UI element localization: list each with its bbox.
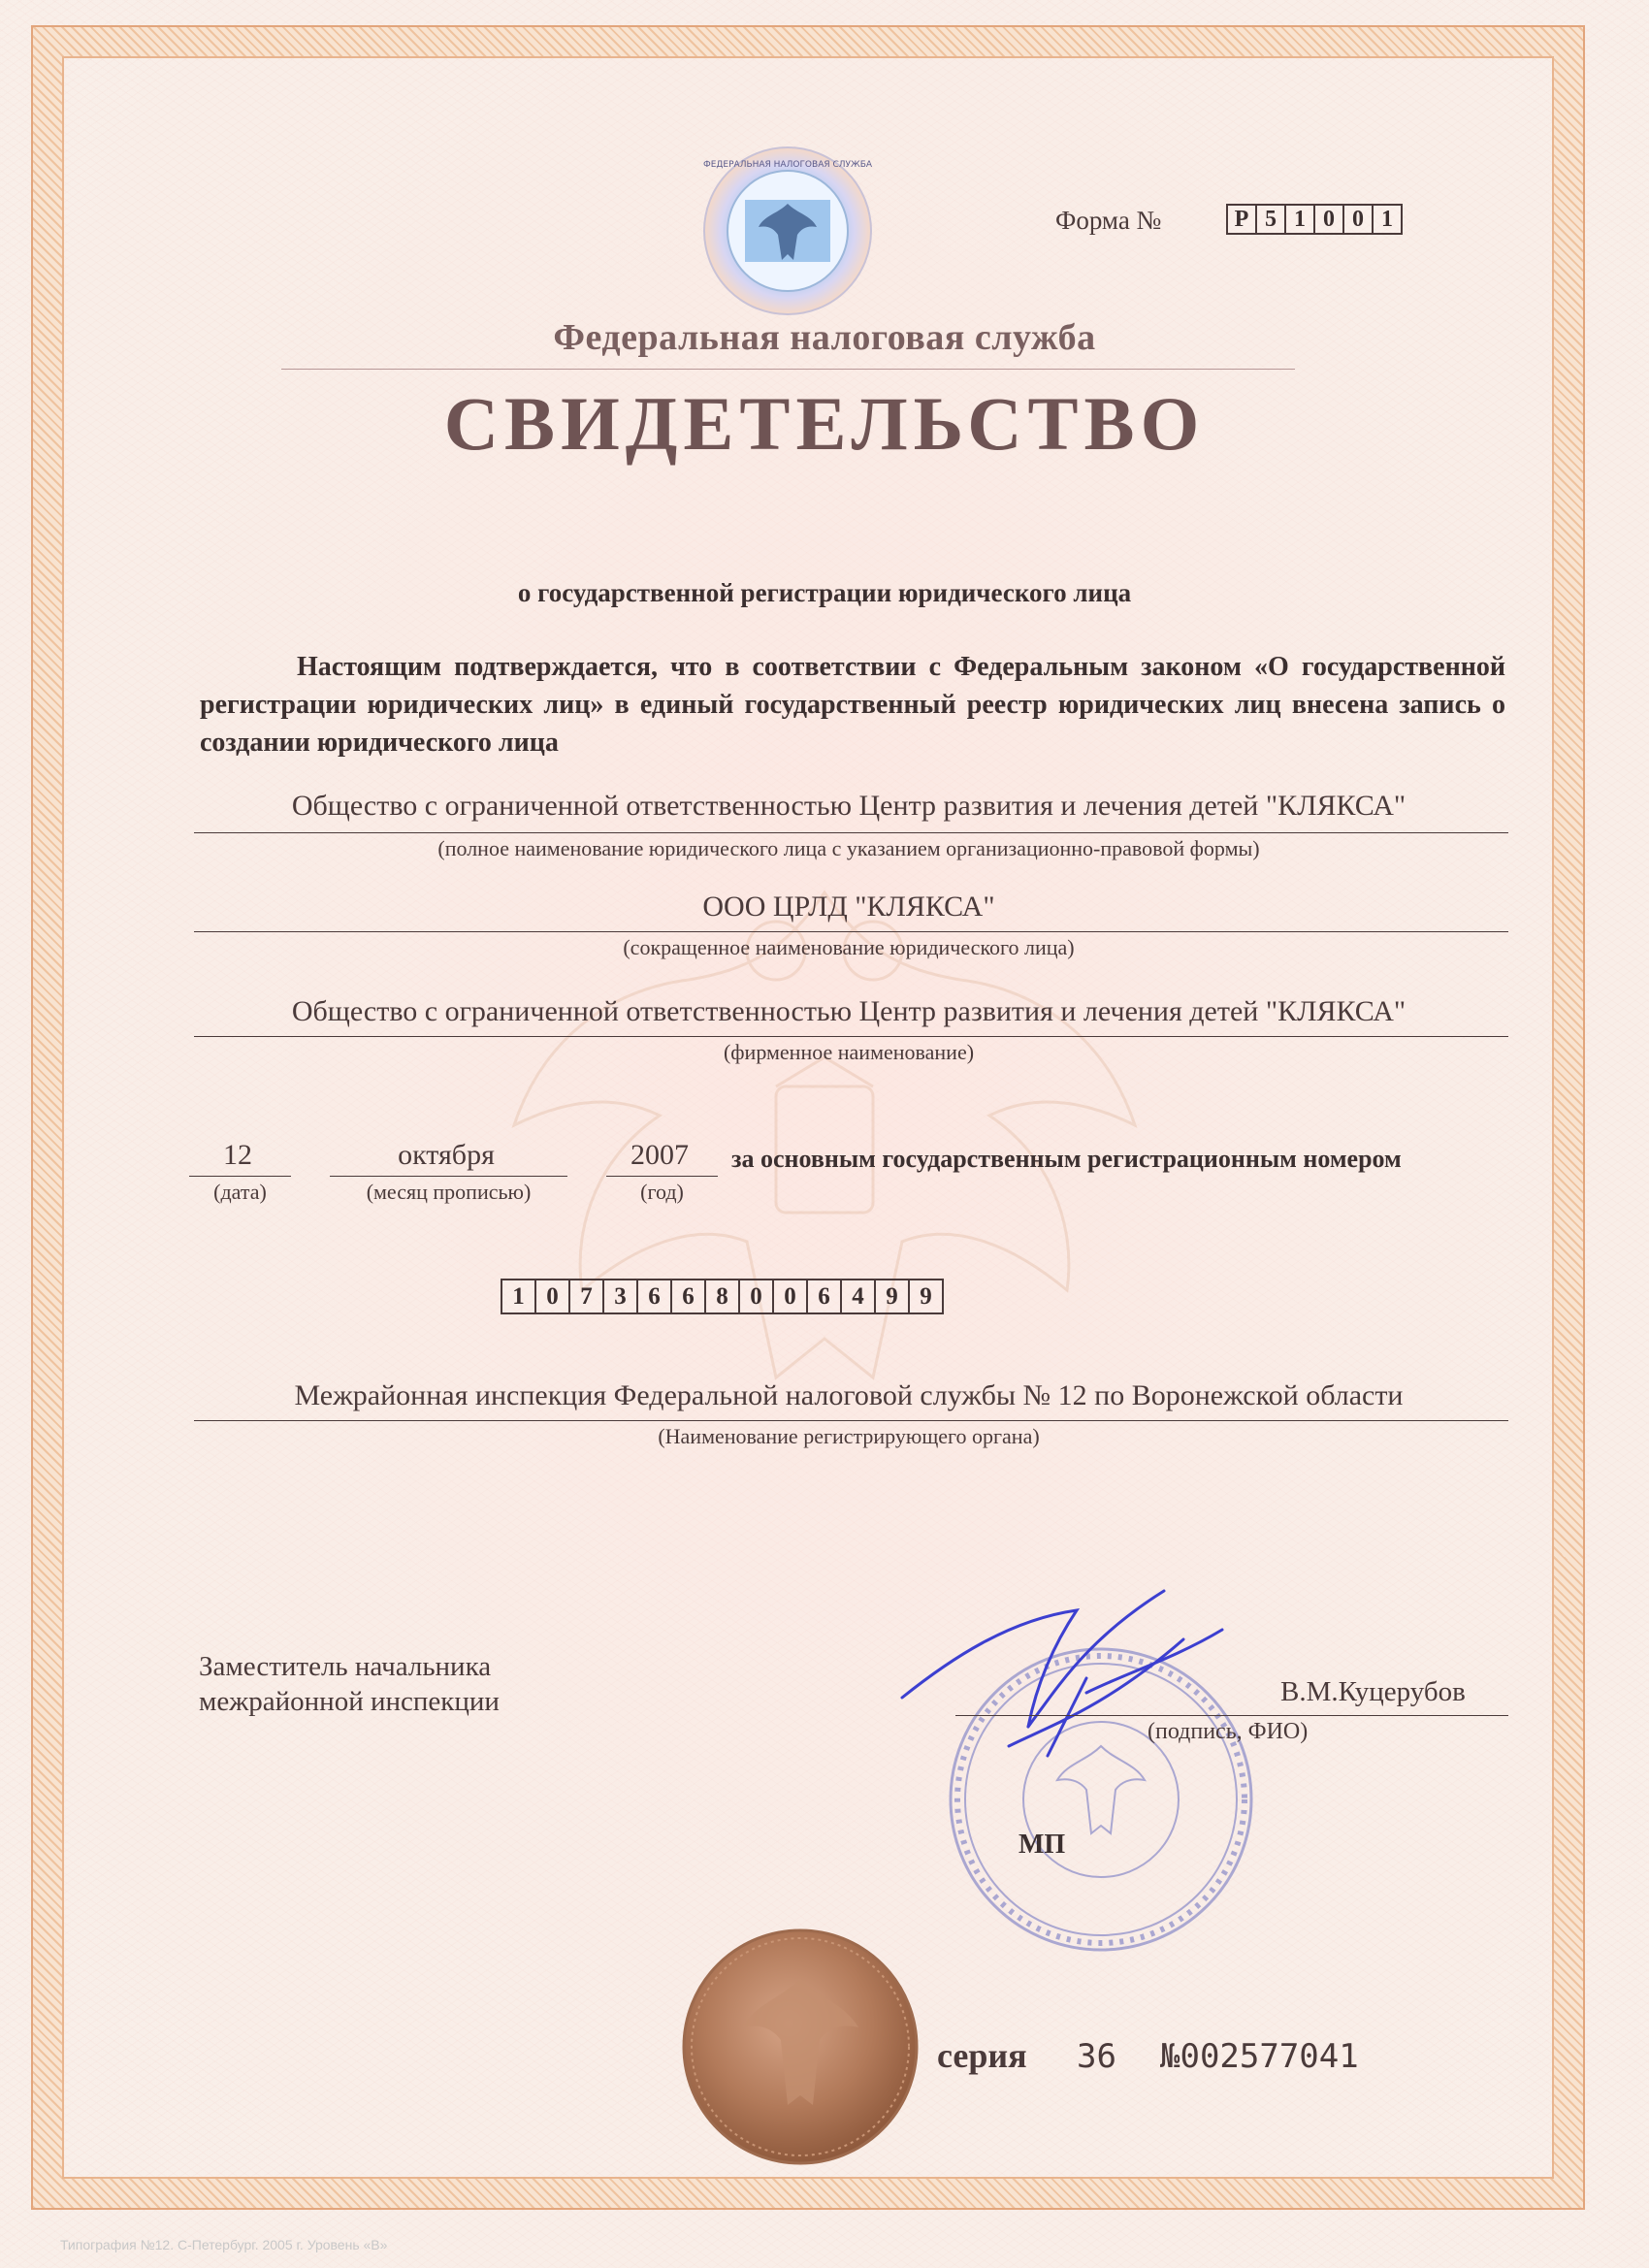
ogrn-digit-cell: 6 xyxy=(670,1279,706,1314)
hologram-ring-text: ФЕДЕРАЛЬНАЯ НАЛОГОВАЯ СЛУЖБА xyxy=(702,160,873,170)
date-day-caption: (дата) xyxy=(213,1180,267,1204)
full-name-value: Общество с ограниченной ответственностью Центр развития и лечения детей "КЛЯКСА" xyxy=(291,790,1406,822)
date-month-caption: (месяц прописью) xyxy=(366,1180,532,1204)
short-name-line xyxy=(194,931,1508,932)
ogrn-boxes xyxy=(502,1279,944,1314)
form-code-cell: 0 xyxy=(1313,204,1344,235)
confirmation-paragraph xyxy=(200,648,1505,761)
signer-role-line2: межрайонной инспекции xyxy=(199,1686,500,1717)
serial-number: №002577041 xyxy=(1160,2037,1359,2076)
date-month: октября xyxy=(398,1139,495,1171)
printer-imprint: Типография №12. С-Петербург. 2005 г. Уровень «В» xyxy=(60,2237,388,2252)
hologram-emblem-icon xyxy=(700,144,875,318)
brand-name-caption: (фирменное наименование) xyxy=(723,1040,975,1064)
ogrn-digit-cell: 0 xyxy=(534,1279,570,1314)
ogrn-digit-cell: 8 xyxy=(704,1279,740,1314)
short-name-caption: (сокращенное наименование юридического лица) xyxy=(623,935,1075,959)
ogrn-digit-cell: 1 xyxy=(501,1279,536,1314)
ogrn-digit-cell: 6 xyxy=(636,1279,672,1314)
brand-name-line xyxy=(194,1036,1508,1037)
form-code-cell: Р xyxy=(1226,204,1257,235)
date-year-caption: (год) xyxy=(640,1180,684,1204)
full-name-caption: (полное наименование юридического лица с указанием организационно-правовой формы) xyxy=(437,836,1260,860)
signature-line xyxy=(955,1715,1508,1716)
authority-line xyxy=(194,1420,1508,1421)
date-day: 12 xyxy=(223,1139,252,1171)
form-code-cell: 0 xyxy=(1342,204,1374,235)
ogrn-digit-cell: 0 xyxy=(738,1279,774,1314)
ogrn-digit-cell: 4 xyxy=(840,1279,876,1314)
date-day-line xyxy=(189,1176,291,1177)
document-title: СВИДЕТЕЛЬСТВО xyxy=(443,381,1206,466)
series-label: серия xyxy=(937,2036,1027,2075)
authority-caption: (Наименование регистрирующего органа) xyxy=(658,1424,1040,1448)
short-name-value: ООО ЦРЛД "КЛЯКСА" xyxy=(702,891,995,923)
ogrn-digit-cell: 9 xyxy=(874,1279,910,1314)
form-number-label: Форма № xyxy=(1055,206,1162,235)
brand-name-value: Общество с ограниченной ответственностью Центр развития и лечения детей "КЛЯКСА" xyxy=(291,995,1406,1027)
ogrn-digit-cell: 6 xyxy=(806,1279,842,1314)
agency-name: Федеральная налоговая служба xyxy=(553,317,1096,358)
form-code-cell: 5 xyxy=(1255,204,1286,235)
registration-number-text: за основным государственным регистрационным номером xyxy=(731,1145,1402,1173)
series-value: 36 xyxy=(1077,2037,1116,2076)
signer-name: В.М.Куцерубов xyxy=(1280,1676,1466,1707)
signer-role-line1: Заместитель начальника xyxy=(199,1651,492,1682)
ogrn-digit-cell: 3 xyxy=(602,1279,638,1314)
embossed-seal-icon xyxy=(679,1926,922,2168)
full-name-line xyxy=(194,832,1508,833)
signature-caption: (подпись, ФИО) xyxy=(1148,1719,1309,1744)
ogrn-digit-cell: 9 xyxy=(908,1279,944,1314)
stamp-place-label: МП xyxy=(1018,1830,1066,1860)
form-code-cell: 1 xyxy=(1372,204,1403,235)
date-year-line xyxy=(606,1176,718,1177)
header-rule xyxy=(281,369,1295,370)
authority-value: Межрайонная инспекция Федеральной налоговой службы № 12 по Воронежской области xyxy=(294,1379,1404,1411)
form-code-cell: 1 xyxy=(1284,204,1315,235)
document-subtitle: о государственной регистрации юридического лица xyxy=(517,578,1132,607)
ogrn-digit-cell: 0 xyxy=(772,1279,808,1314)
date-month-line xyxy=(330,1176,567,1177)
date-year: 2007 xyxy=(630,1139,689,1171)
confirmation-text: Настоящим подтверждается, что в соответствии с Федеральным законом «О государственной регистрации юридических лиц» в единый государственный реестр юридических лиц внесена запись о создании юридического лица xyxy=(200,652,1505,758)
signer-role xyxy=(199,1649,500,1719)
ogrn-digit-cell: 7 xyxy=(568,1279,604,1314)
form-number-boxes xyxy=(1228,204,1403,235)
